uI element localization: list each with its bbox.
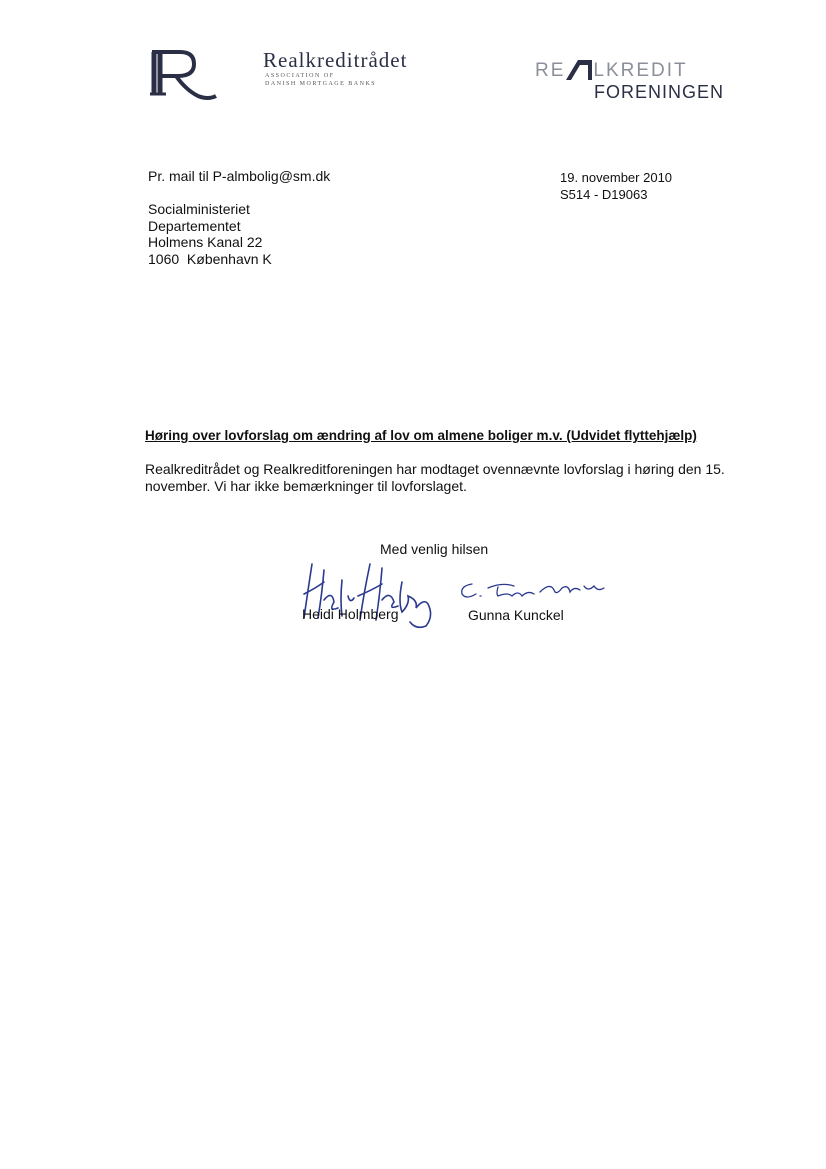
letter-body: Realkreditrådet og Realkreditforeningen har modtaget ovennævnte lovforslag i høring den 15. november. Vi har ikke bemærkninger til lovforslaget. bbox=[145, 461, 725, 494]
address-line: Holmens Kanal 22 bbox=[148, 234, 263, 250]
signatory-name: Heidi Holmberg bbox=[302, 606, 399, 622]
rr-logo-subline: DANISH MORTGAGE BANKS bbox=[265, 81, 377, 87]
rr-logo-name: Realkreditrådet bbox=[263, 48, 408, 72]
letter-closing: Med venlig hilsen bbox=[380, 541, 489, 557]
reference-block bbox=[560, 170, 672, 203]
rk-logo-foreningen: FORENINGEN bbox=[594, 82, 725, 102]
address-line: Departementet bbox=[148, 217, 241, 234]
rr-monogram-icon bbox=[150, 46, 220, 102]
realkreditraadet-logo bbox=[150, 46, 440, 102]
mail-line: Pr. mail til P-almbolig@sm.dk bbox=[148, 168, 331, 184]
address-line: Socialministeriet bbox=[148, 201, 250, 217]
rk-logo-text-right: LKREDIT bbox=[593, 60, 688, 81]
letter-date: 19. november 2010 bbox=[560, 170, 673, 185]
roof-mark-icon bbox=[566, 60, 592, 80]
realkreditforeningen-logo bbox=[535, 60, 725, 104]
address-line: 1060 København K bbox=[148, 250, 272, 267]
journal-number: S514 - D19063 bbox=[560, 186, 648, 202]
recipient-address bbox=[148, 201, 272, 267]
rk-logo-text-left: RE bbox=[535, 60, 566, 81]
signatory-name: Gunna Kunckel bbox=[468, 607, 564, 623]
rr-logo-subline: ASSOCIATION OF bbox=[265, 73, 335, 79]
letter-subject: Høring over lovforslag om ændring af lov om almene boliger m.v. (Udvidet flyttehjælp) bbox=[145, 428, 697, 443]
gunna-signature bbox=[458, 578, 608, 602]
